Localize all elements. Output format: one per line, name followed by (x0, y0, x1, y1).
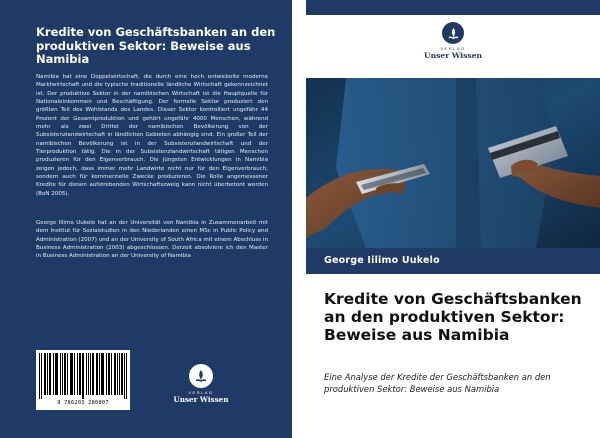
book-title: Kredite von Geschäftsbanken an den produktiven Sektor: Beweise aus Namibia (324, 290, 582, 344)
phone-and-card-photo (306, 78, 600, 248)
barcode-icon (39, 353, 127, 399)
book-subtitle: Eine Analyse der Kredite der Geschäftsbanken an den produktiven Sektor: Beweise aus Namibia (324, 372, 551, 394)
front-top-bar (306, 0, 600, 15)
publisher-name: Unser Wissen (423, 51, 483, 60)
isbn-barcode (36, 350, 130, 410)
barcode-digits: 9 786203 280807 (57, 400, 109, 406)
back-publisher-logo (170, 364, 232, 404)
cover-photo (306, 78, 600, 248)
back-cover-abstract: Namibia hat eine Doppelwirtschaft, die durch eine hoch entwickelte moderne Marktwirtschaft und die typische traditionelle ländliche Wirtschaft gekennzeichnet ist. Der produktive Sektor in der namibischen Wirtschaft ist die Hauptquelle für Nationaleinkommen und Beschäftigung. Der formelle Sektor produziert den größten Teil des Wohlstands des Landes. Dieser Sektor kontrolliert ungefähr 44 Prozent der Gesamtproduktion und gehört ungefähr 4000 Menschen, während mehr als zwei Drittel der namibischen Bevölkerung von der Subsistenzlandwirtschaft in ländlichen Gebieten abhängig sind. Ein großer Teil der namibischen Bevölkerung ist in der Subsistenzlandwirtschaft und der Tierproduktion tätig. Die in der Subsistenzlandwirtschaft tätigen Menschen produzieren für den Eigenverbrauch. Die jüngsten Entwicklungen in Namibia zeigen jedoch, dass immer mehr Landwirte nicht nur für den Eigenverbrauch, sondern auch für kommerzielle Zwecke produzieren. Die Rolle angemessener Kredite für diesen aufstrebenden Wirtschaftszweig kann nicht überbetont werden (BoN 2005). (36, 74, 268, 197)
back-cover (0, 0, 292, 438)
publisher-name: Unser Wissen (173, 395, 229, 404)
spine-strip (292, 0, 306, 438)
quill-book-logo-icon (442, 22, 464, 44)
front-cover (306, 0, 600, 438)
author-name: George Iilimo Uukelo (324, 255, 440, 266)
author-bio: George Iilimo Uukelo hat an der Universität von Namibia in Zusammenarbeit mit dem Institut für Sozialstudien in den Niederlanden einen MSc in Public Policy and Administration (2007) und an der University of South Africa mit einem Abschluss in Business Administration (2003) abgeschlossen. Derzeit absolviere ich den Master in Business Administration an der University of Namibia (36, 220, 268, 260)
quill-book-logo-icon (189, 364, 213, 388)
publisher-verlag-label: VERLAG (188, 390, 214, 395)
front-publisher-logo (404, 22, 502, 60)
back-cover-title: Kredite von Geschäftsbanken an den produktiven Sektor: Beweise aus Namibia (36, 25, 276, 66)
publisher-verlag-label: VERLAG (440, 46, 466, 51)
author-bar (306, 248, 600, 274)
